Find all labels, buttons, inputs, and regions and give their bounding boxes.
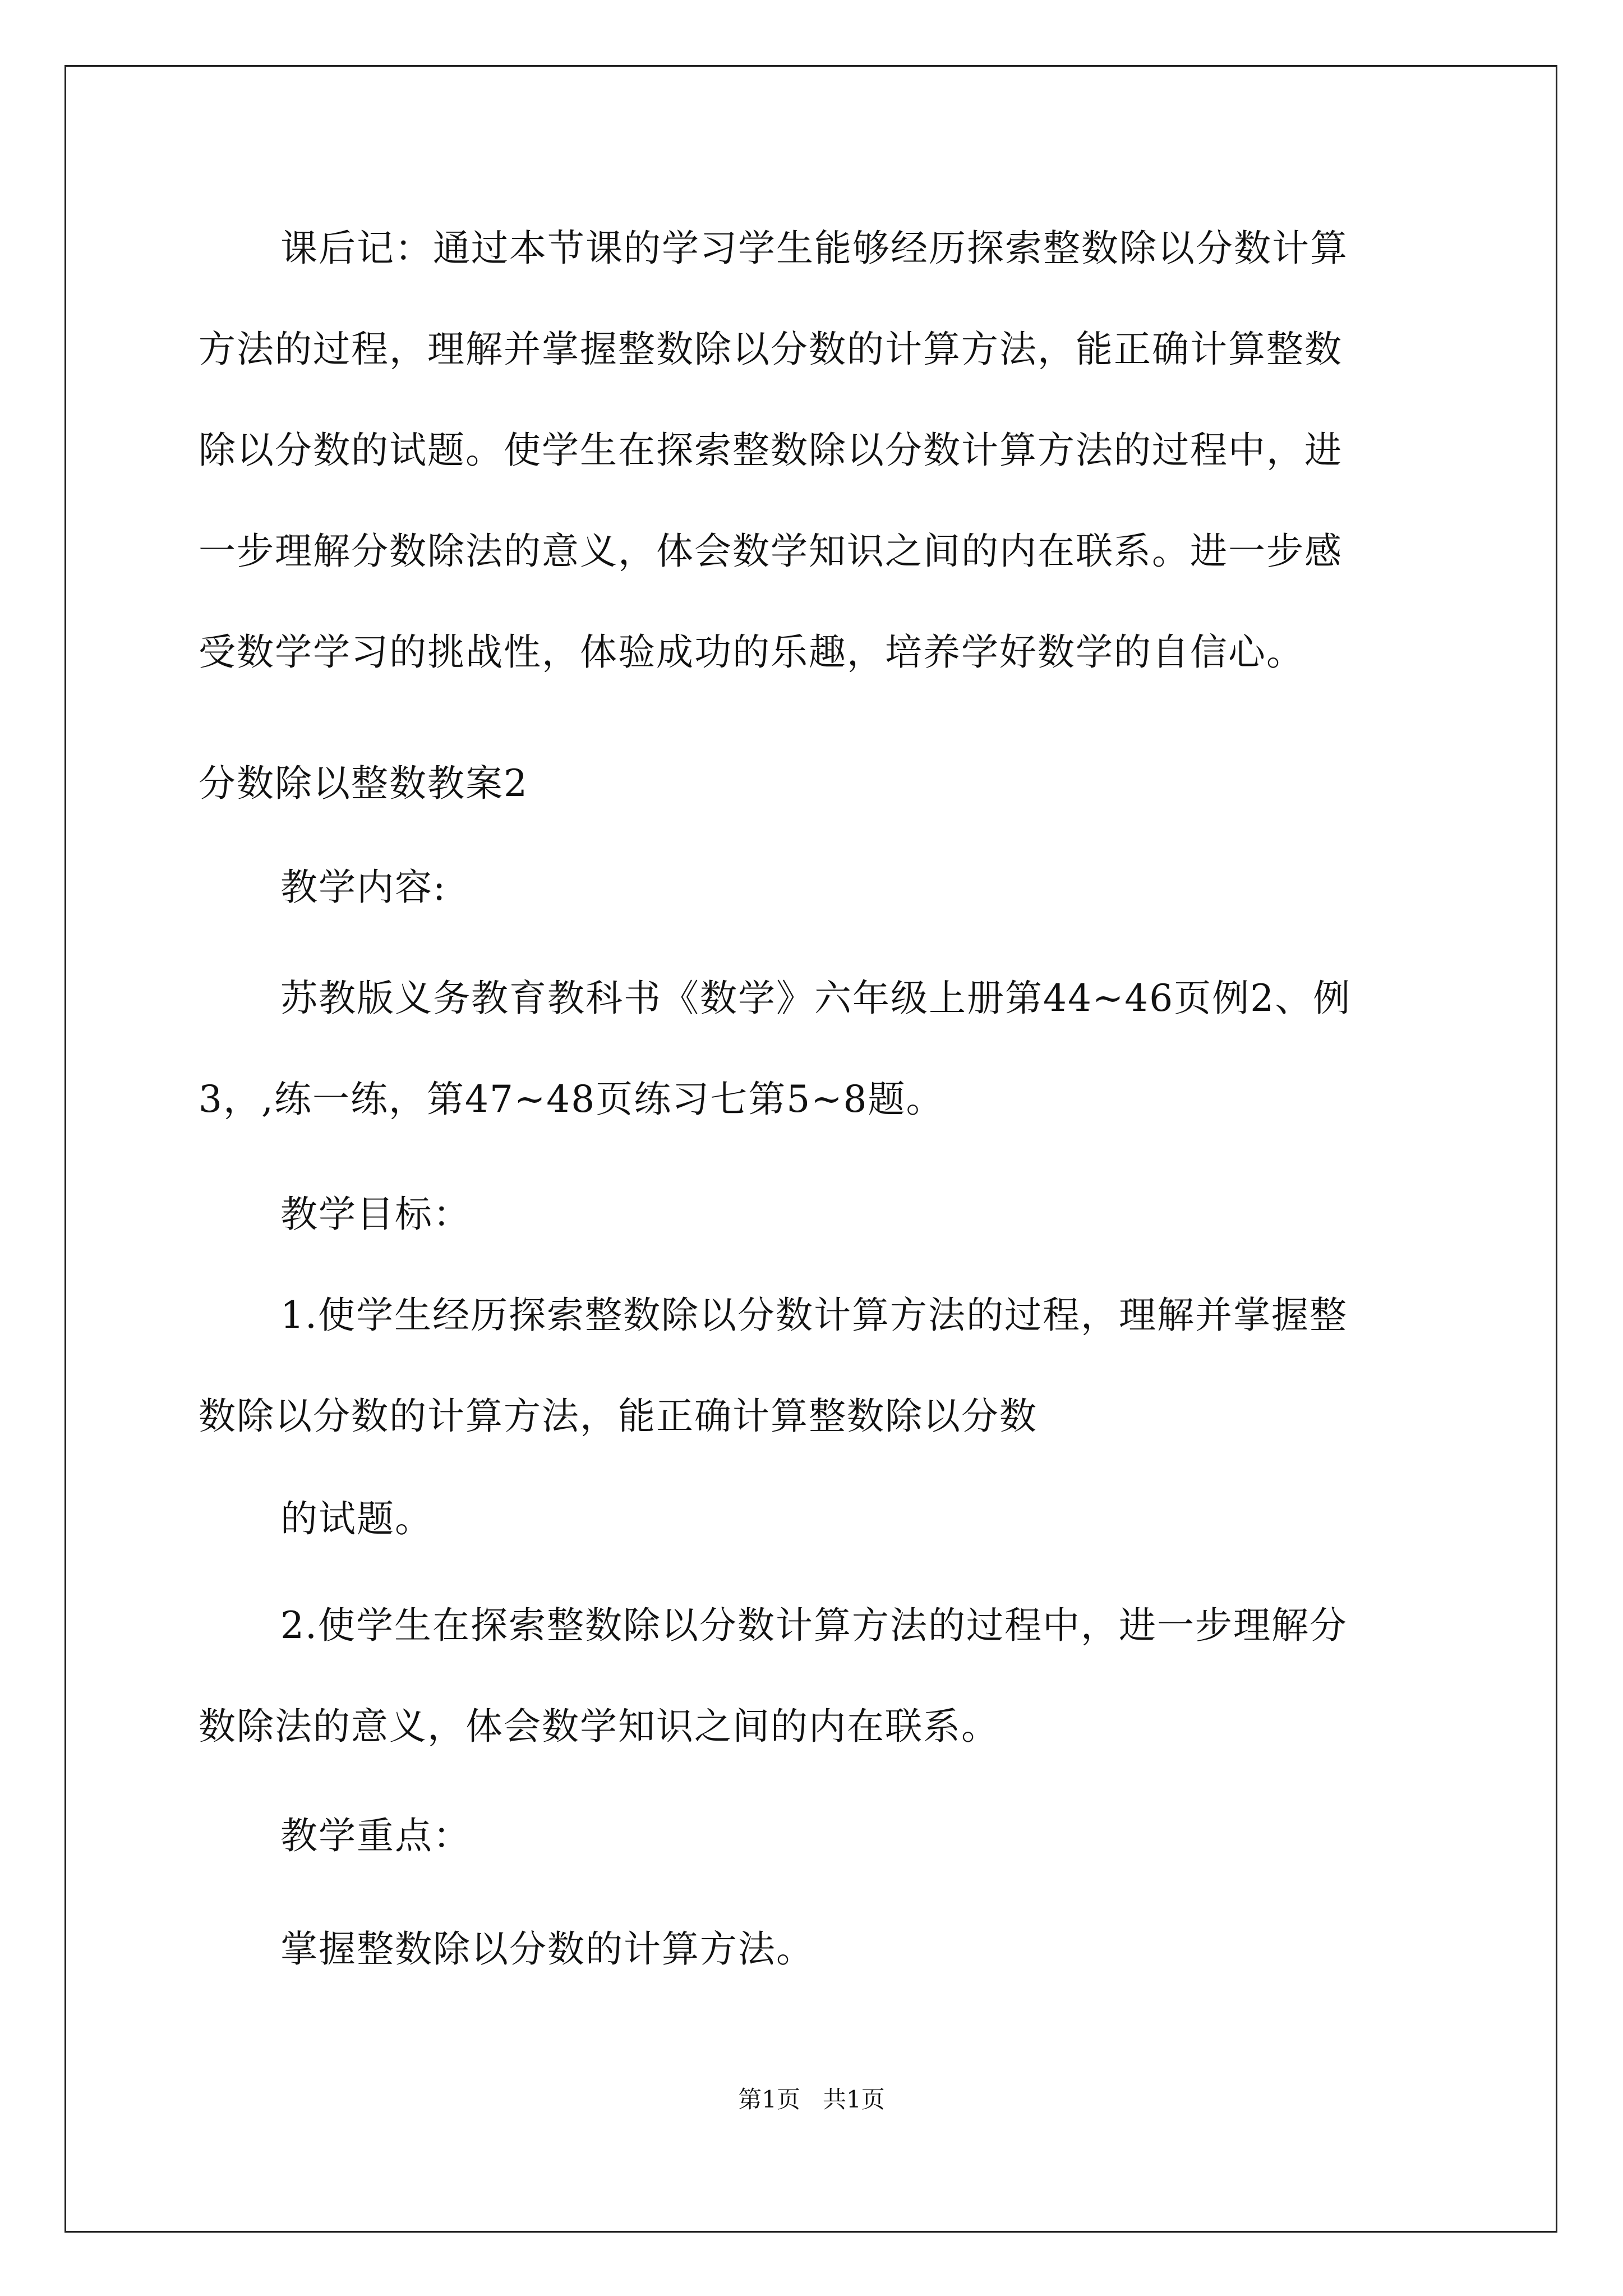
paragraph-line: 课后记：通过本节课的学习学生能够经历探索整数除以分数计算 — [280, 227, 1348, 270]
paragraph-line: 教学内容: — [280, 866, 447, 909]
paragraph-line: 教学目标： — [280, 1193, 471, 1236]
paragraph-line: 一步理解分数除法的意义，体会数学知识之间的内在联系。进一步感 — [199, 530, 1343, 573]
paragraph-line: 除以分数的试题。使学生在探索整数除以分数计算方法的过程中，进 — [199, 429, 1343, 472]
paragraph-line: 数除以分数的计算方法，能正确计算整数除以分数 — [199, 1395, 1038, 1438]
paragraph-line: 1.使学生经历探索整数除以分数计算方法的过程，理解并掌握整 — [280, 1294, 1348, 1337]
paragraph-line: 教学重点： — [280, 1814, 471, 1857]
paragraph-line: 2.使学生在探索整数除以分数计算方法的过程中，进一步理解分 — [280, 1604, 1348, 1647]
paragraph-line: 掌握整数除以分数的计算方法。 — [280, 1927, 814, 1971]
paragraph-line: 苏教版义务教育教科书《数学》六年级上册第44~46页例2、例 — [280, 977, 1352, 1020]
page-border — [64, 65, 1557, 2233]
paragraph-line: 3，,练一练，第47~48页练习七第5~8题。 — [199, 1078, 944, 1121]
paragraph-line: 受数学学习的挑战性，体验成功的乐趣，培养学好数学的自信心。 — [199, 631, 1304, 674]
paragraph-line: 方法的过程，理解并掌握整数除以分数的计算方法，能正确计算整数 — [199, 328, 1343, 371]
paragraph-line: 的试题。 — [280, 1497, 433, 1540]
section-heading: 分数除以整数教案2 — [199, 762, 528, 805]
page-number-footer: 第1页 共1页 — [738, 2086, 885, 2113]
paragraph-line: 数除法的意义，体会数学知识之间的内在联系。 — [199, 1705, 999, 1748]
